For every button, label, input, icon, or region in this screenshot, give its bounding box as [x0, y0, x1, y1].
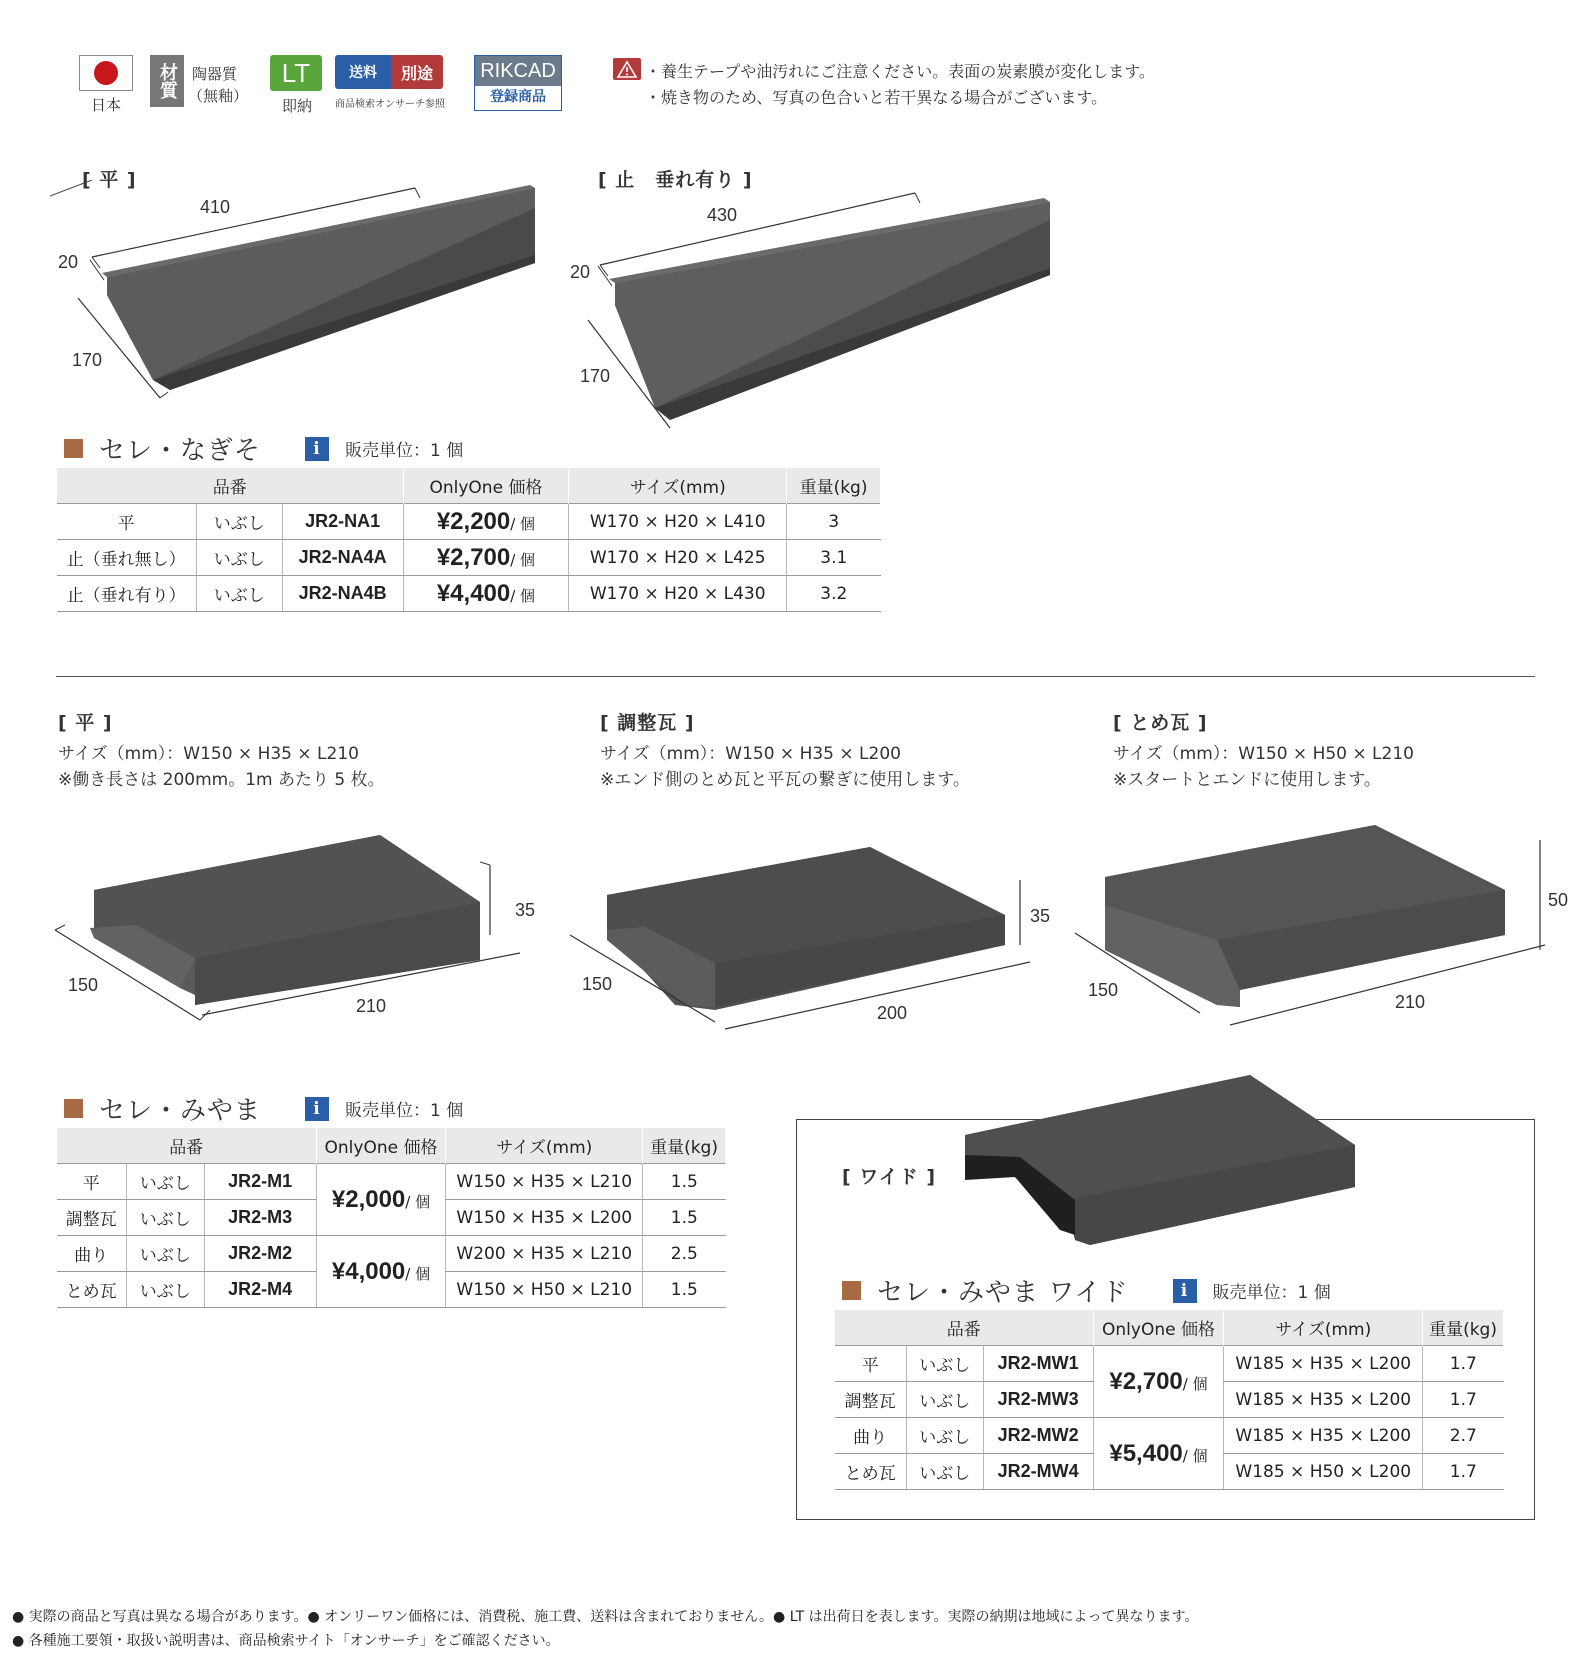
- shipping-badge: [335, 55, 465, 110]
- miyama-section-title: [64, 1090, 463, 1127]
- miyama-adjust-label: [ 調整瓦 ]: [600, 712, 695, 734]
- miyama-flat-dim-length: 210: [356, 996, 387, 1016]
- row-weight: 1.5: [643, 1200, 726, 1236]
- row-finish: いぶし: [906, 1454, 983, 1490]
- rikcad-label: 登録商品: [490, 89, 546, 105]
- price-per: / 個: [405, 1192, 431, 1211]
- miyama-flat-note: ※働き長さは 200mm。1m あたり 5 枚。: [58, 770, 385, 790]
- row-price-cell: [1093, 1418, 1224, 1490]
- row-weight: 1.7: [1423, 1382, 1504, 1418]
- table-row: [57, 1236, 726, 1272]
- row-finish: いぶし: [126, 1272, 204, 1308]
- row-size: W185 × H35 × L200: [1224, 1418, 1423, 1454]
- row-type: 平: [57, 504, 197, 540]
- price-per: / 個: [1182, 1446, 1208, 1465]
- material-icon: 材質: [150, 55, 184, 107]
- material-label-1: 陶器質: [192, 65, 238, 83]
- row-price-cell: [1093, 1346, 1224, 1418]
- row-finish: いぶし: [196, 576, 282, 612]
- miyama-adjust-image: [565, 835, 1045, 1040]
- miyama-header-weight: 重量(kg): [643, 1128, 726, 1164]
- row-finish: いぶし: [196, 540, 282, 576]
- row-price-cell: [403, 576, 569, 612]
- miyama-adjust-dim-length: 200: [877, 1003, 908, 1023]
- row-weight: 3.1: [787, 540, 881, 576]
- nagiso-header-code: 品番: [57, 468, 404, 504]
- nagiso-table: [56, 468, 881, 612]
- row-price-cell: [316, 1236, 446, 1308]
- row-size: W150 × H35 × L210: [446, 1164, 643, 1200]
- nagiso-drip-dim-width: 170: [580, 366, 611, 386]
- shipping-label: 商品検索オンサーチ参照: [335, 99, 445, 110]
- row-code: JR2-M3: [204, 1200, 316, 1236]
- wide-header-code: 品番: [835, 1310, 1094, 1346]
- miyama-flat-dim-height: 35: [515, 900, 536, 920]
- origin-label: 日本: [90, 96, 121, 114]
- price-per: / 個: [405, 1264, 431, 1283]
- row-finish: いぶし: [196, 504, 282, 540]
- row-finish: いぶし: [126, 1236, 204, 1272]
- nagiso-header-weight: 重量(kg): [787, 468, 881, 504]
- material-badge: [150, 55, 260, 110]
- nagiso-img1-label: [ 平 ]: [82, 169, 137, 191]
- row-size: W170 × H20 × L425: [569, 540, 787, 576]
- row-finish: いぶし: [126, 1200, 204, 1236]
- miyama-header-code: 品番: [57, 1128, 317, 1164]
- row-type: 止（垂れ無し）: [57, 540, 197, 576]
- row-code: JR2-NA4A: [282, 540, 403, 576]
- nagiso-drip-image: [560, 190, 1060, 430]
- miyama-stop-image: [1075, 815, 1575, 1030]
- wide-header-weight: 重量(kg): [1423, 1310, 1504, 1346]
- row-price: ¥2,200: [436, 507, 511, 535]
- row-price: ¥2,700: [436, 543, 511, 571]
- nagiso-header-size: サイズ(mm): [569, 468, 787, 504]
- row-size: W150 × H50 × L210: [446, 1272, 643, 1308]
- miyama-adjust-size: サイズ（mm）：W150 × H35 × L200: [600, 744, 901, 764]
- row-size: W185 × H50 × L200: [1224, 1454, 1423, 1490]
- miyama-stop-dim-length: 210: [1395, 992, 1426, 1012]
- row-price-cell: [316, 1164, 446, 1236]
- row-size: W150 × H35 × L200: [446, 1200, 643, 1236]
- lt-badge: [270, 55, 324, 116]
- wide-table: [834, 1310, 1504, 1490]
- price-per: / 個: [1182, 1374, 1208, 1393]
- miyama-flat-size: サイズ（mm）：W150 × H35 × L210: [58, 744, 359, 764]
- miyama-flat-label: [ 平 ]: [58, 712, 113, 734]
- row-size: W185 × H35 × L200: [1224, 1346, 1423, 1382]
- row-type: とめ瓦: [57, 1272, 127, 1308]
- section-divider: [56, 676, 1535, 677]
- wide-header-size: サイズ(mm): [1224, 1310, 1423, 1346]
- miyama-flat-image: [50, 830, 530, 1030]
- table-row: [57, 540, 881, 576]
- row-code: JR2-NA1: [282, 504, 403, 540]
- origin-badge: [79, 55, 133, 117]
- section-square-icon: [64, 439, 83, 458]
- wide-section-title: [842, 1272, 1331, 1309]
- row-size: W200 × H35 × L210: [446, 1236, 643, 1272]
- row-weight: 3: [787, 504, 881, 540]
- miyama-stop-size: サイズ（mm）：W150 × H50 × L210: [1113, 744, 1414, 764]
- row-price: ¥2,000: [331, 1185, 406, 1213]
- row-weight: 1.5: [643, 1272, 726, 1308]
- table-row: [57, 504, 881, 540]
- row-type: 平: [57, 1164, 127, 1200]
- wide-title: セレ・みやま ワイド: [877, 1278, 1129, 1308]
- row-finish: いぶし: [906, 1346, 983, 1382]
- lt-icon: LT: [270, 55, 322, 91]
- row-weight: 1.7: [1423, 1346, 1504, 1382]
- nagiso-img2-label: [ 止 垂れ有り ]: [598, 169, 753, 191]
- miyama-stop-dim-width: 150: [1088, 980, 1119, 1000]
- row-code: JR2-MW1: [983, 1346, 1093, 1382]
- row-code: JR2-MW3: [983, 1382, 1093, 1418]
- nagiso-flat-dim-width: 170: [72, 350, 103, 370]
- table-row: [835, 1346, 1504, 1382]
- miyama-stop-note: ※スタートとエンドに使用します。: [1113, 770, 1381, 790]
- row-weight: 3.2: [787, 576, 881, 612]
- miyama-wide-image: [955, 1065, 1405, 1260]
- row-finish: いぶし: [906, 1418, 983, 1454]
- material-label-2: （無釉）: [188, 87, 249, 105]
- nagiso-section-title: [64, 430, 463, 467]
- miyama-adjust-note: ※エンド側のとめ瓦と平瓦の繋ぎに使用します。: [600, 770, 970, 790]
- row-finish: いぶし: [906, 1382, 983, 1418]
- row-size: W170 × H20 × L410: [569, 504, 787, 540]
- miyama-title: セレ・みやま: [99, 1096, 262, 1126]
- notice-1: ・養生テープや油汚れにご注意ください。表面の炭素膜が変化します。: [645, 62, 1155, 81]
- section-square-icon: [842, 1281, 861, 1300]
- row-type: 曲り: [835, 1418, 907, 1454]
- footer-note-2: ● 各種施工要領・取扱い説明書は、商品検索サイト「オンサーチ」をご確認ください。: [12, 1633, 560, 1649]
- miyama-unit: 販売単位：1 個: [345, 1101, 464, 1121]
- row-type: 平: [835, 1346, 907, 1382]
- japan-flag-icon: [79, 55, 133, 91]
- nagiso-flat-dim-length: 410: [200, 197, 231, 217]
- wide-header-price: OnlyOne 価格: [1093, 1310, 1224, 1346]
- wide-label: [ ワイド ]: [842, 1166, 937, 1188]
- row-weight: 2.5: [643, 1236, 726, 1272]
- miyama-table: [56, 1128, 726, 1308]
- row-weight: 1.5: [643, 1164, 726, 1200]
- miyama-flat-dim-width: 150: [68, 975, 99, 995]
- row-type: 止（垂れ有り）: [57, 576, 197, 612]
- row-code: JR2-NA4B: [282, 576, 403, 612]
- row-weight: 2.7: [1423, 1418, 1504, 1454]
- miyama-header-size: サイズ(mm): [446, 1128, 643, 1164]
- footer-note-1: ● 実際の商品と写真は異なる場合があります。● オンリーワン価格には、消費税、施工費、送料は含まれておりません。● LT は出荷日を表します。実際の納期は地域によって異なります。: [12, 1609, 1199, 1625]
- nagiso-unit: 販売単位：1 個: [345, 441, 464, 461]
- row-type: 調整瓦: [835, 1382, 907, 1418]
- rikcad-badge: [474, 55, 562, 111]
- row-code: JR2-M1: [204, 1164, 316, 1200]
- table-row: [57, 576, 881, 612]
- row-finish: いぶし: [126, 1164, 204, 1200]
- row-type: 曲り: [57, 1236, 127, 1272]
- row-size: W185 × H35 × L200: [1224, 1382, 1423, 1418]
- miyama-stop-label: [ とめ瓦 ]: [1113, 712, 1208, 734]
- info-icon: i: [305, 437, 329, 461]
- table-row: [57, 1164, 726, 1200]
- nagiso-header-price: OnlyOne 価格: [403, 468, 569, 504]
- row-code: JR2-MW4: [983, 1454, 1093, 1490]
- miyama-stop-dim-height: 50: [1548, 890, 1569, 910]
- row-price-cell: [403, 504, 569, 540]
- section-square-icon: [64, 1099, 83, 1118]
- row-size: W170 × H20 × L430: [569, 576, 787, 612]
- price-per: / 個: [510, 550, 536, 569]
- row-type: とめ瓦: [835, 1454, 907, 1490]
- miyama-adjust-dim-width: 150: [582, 974, 613, 994]
- row-price: ¥5,400: [1109, 1439, 1183, 1467]
- warning-icon: [613, 58, 641, 80]
- nagiso-flat-dim-height: 20: [58, 252, 79, 272]
- info-icon: i: [305, 1097, 329, 1121]
- row-weight: 1.7: [1423, 1454, 1504, 1490]
- nagiso-drip-dim-height: 20: [570, 262, 591, 282]
- shipping-extra: 別途: [391, 55, 443, 89]
- rikcad-icon: RIKCAD: [475, 56, 561, 86]
- price-per: / 個: [510, 586, 536, 605]
- miyama-adjust-dim-height: 35: [1030, 906, 1051, 926]
- row-code: JR2-M2: [204, 1236, 316, 1272]
- lt-label: 即納: [281, 97, 312, 115]
- nagiso-title: セレ・なぎそ: [99, 436, 262, 466]
- row-code: JR2-MW2: [983, 1418, 1093, 1454]
- nagiso-flat-dim-lines: [50, 180, 550, 410]
- table-row: [835, 1418, 1504, 1454]
- truck-icon: 送料: [335, 55, 391, 89]
- notice-2: ・焼き物のため、写真の色合いと若干異なる場合がございます。: [645, 88, 1108, 107]
- row-price: ¥2,700: [1109, 1367, 1183, 1395]
- miyama-header-price: OnlyOne 価格: [316, 1128, 446, 1164]
- row-price: ¥4,400: [436, 579, 511, 607]
- info-icon: i: [1173, 1279, 1197, 1303]
- row-price-cell: [403, 540, 569, 576]
- wide-unit: 販売単位：1 個: [1212, 1283, 1331, 1303]
- row-code: JR2-M4: [204, 1272, 316, 1308]
- row-type: 調整瓦: [57, 1200, 127, 1236]
- row-price: ¥4,000: [331, 1257, 406, 1285]
- nagiso-drip-dim-length: 430: [707, 205, 738, 225]
- price-per: / 個: [510, 514, 536, 533]
